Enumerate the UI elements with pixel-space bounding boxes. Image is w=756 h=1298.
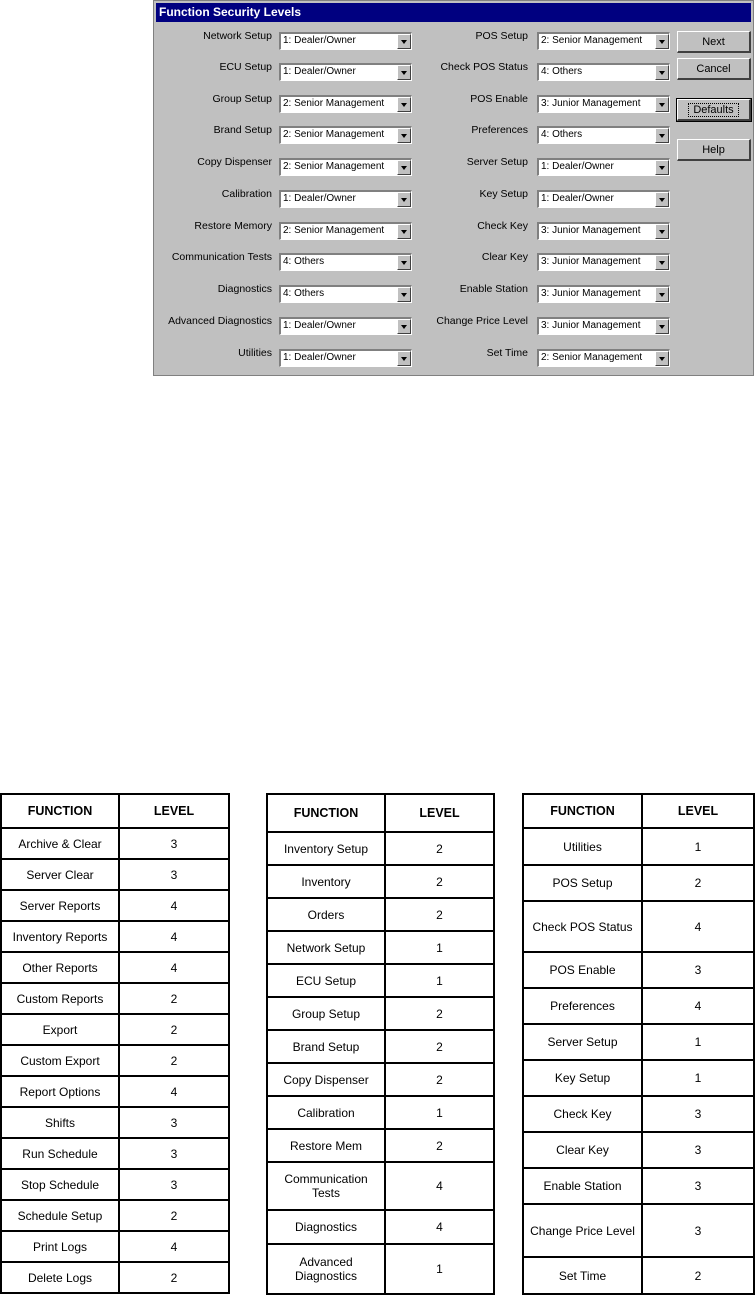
level-select[interactable]	[279, 158, 412, 176]
level-select[interactable]	[279, 349, 412, 367]
function-cell: Orders	[267, 898, 385, 931]
level-select-value: 4: Others	[283, 288, 325, 299]
level-cell: 3	[119, 1138, 229, 1169]
dropdown-arrow-icon[interactable]	[397, 192, 411, 207]
dropdown-arrow-icon[interactable]	[655, 97, 669, 112]
level-cell: 1	[642, 828, 754, 865]
level-cell: 3	[642, 1096, 754, 1132]
field-label: Diagnostics	[217, 283, 272, 295]
function-cell: Set Time	[523, 1257, 642, 1294]
function-cell: Preferences	[523, 988, 642, 1024]
level-cell: 1	[385, 1096, 494, 1129]
level-cell: 1	[385, 1244, 494, 1294]
table-row	[1, 1262, 229, 1293]
level-select-value: 3: Junior Management	[541, 256, 641, 267]
dropdown-arrow-icon[interactable]	[655, 224, 669, 239]
table-row	[523, 1132, 754, 1168]
level-cell: 2	[385, 898, 494, 931]
table-row	[523, 828, 754, 865]
table-row	[267, 1244, 494, 1294]
level-select[interactable]	[279, 32, 412, 50]
level-select[interactable]	[279, 190, 412, 208]
function-cell: Calibration	[267, 1096, 385, 1129]
function-cell: Brand Setup	[267, 1030, 385, 1063]
level-select-value: 1: Dealer/Owner	[541, 161, 614, 172]
level-cell: 2	[385, 865, 494, 898]
level-select[interactable]	[537, 126, 670, 144]
function-cell: Change Price Level	[523, 1204, 642, 1257]
function-cell: Copy Dispenser	[267, 1063, 385, 1096]
function-cell: ECU Setup	[267, 964, 385, 997]
dropdown-arrow-icon[interactable]	[397, 287, 411, 302]
table-row	[267, 1129, 494, 1162]
field-label: Group Setup	[212, 93, 272, 105]
table-row	[523, 1168, 754, 1204]
table-row	[1, 1231, 229, 1262]
field-label: Change Price Level	[436, 315, 528, 327]
table-header-row	[523, 794, 754, 828]
level-select[interactable]	[537, 63, 670, 81]
table-row	[267, 832, 494, 865]
dropdown-arrow-icon[interactable]	[397, 224, 411, 239]
level-cell: 2	[385, 997, 494, 1030]
function-cell: Print Logs	[1, 1231, 119, 1262]
function-cell: Utilities	[523, 828, 642, 865]
level-cell: 2	[385, 832, 494, 865]
field-label: Server Setup	[466, 156, 528, 168]
field-label: Copy Dispenser	[197, 156, 272, 168]
field-label: Clear Key	[481, 251, 528, 263]
level-cell: 2	[119, 983, 229, 1014]
level-cell: 2	[642, 1257, 754, 1294]
level-select[interactable]	[279, 126, 412, 144]
level-select-value: 2: Senior Management	[283, 161, 385, 172]
level-select-value: 2: Senior Management	[283, 225, 385, 236]
table-header-row	[267, 794, 494, 832]
function-cell: Diagnostics	[267, 1210, 385, 1244]
function-cell: Clear Key	[523, 1132, 642, 1168]
function-cell: Archive & Clear	[1, 828, 119, 859]
level-cell: 3	[119, 1107, 229, 1138]
level-cell: 4	[119, 1076, 229, 1107]
level-select[interactable]	[279, 317, 412, 335]
level-select-value: 1: Dealer/Owner	[283, 35, 356, 46]
level-select[interactable]	[537, 95, 670, 113]
dropdown-arrow-icon[interactable]	[397, 34, 411, 49]
function-cell: Server Clear	[1, 859, 119, 890]
level-cell: 2	[642, 865, 754, 901]
level-cell: 4	[385, 1210, 494, 1244]
level-select[interactable]	[279, 285, 412, 303]
table-row	[1, 890, 229, 921]
level-cell: 3	[642, 1132, 754, 1168]
function-cell: Enable Station	[523, 1168, 642, 1204]
function-cell: Server Setup	[523, 1024, 642, 1060]
function-cell: Run Schedule	[1, 1138, 119, 1169]
level-cell: 4	[119, 921, 229, 952]
function-cell: POS Setup	[523, 865, 642, 901]
level-select-value: 3: Junior Management	[541, 320, 641, 331]
function-header: FUNCTION	[523, 794, 642, 828]
level-cell: 4	[385, 1162, 494, 1210]
field-label: Set Time	[486, 347, 528, 359]
table-row	[1, 983, 229, 1014]
level-cell: 4	[642, 988, 754, 1024]
table-row	[523, 988, 754, 1024]
table-row	[523, 865, 754, 901]
table-row	[267, 1162, 494, 1210]
level-select-value: 1: Dealer/Owner	[283, 320, 356, 331]
level-select-value: 3: Junior Management	[541, 98, 641, 109]
table-row	[267, 865, 494, 898]
level-cell: 1	[385, 964, 494, 997]
dropdown-arrow-icon[interactable]	[397, 160, 411, 175]
table-row	[523, 1204, 754, 1257]
table-row	[267, 1210, 494, 1244]
function-cell: Inventory Reports	[1, 921, 119, 952]
table-row	[523, 901, 754, 952]
dropdown-arrow-icon[interactable]	[655, 351, 669, 366]
field-label: Calibration	[221, 188, 272, 200]
field-label: POS Enable	[470, 93, 528, 105]
level-cell: 4	[119, 1231, 229, 1262]
field-label: Advanced Diagnostics	[168, 315, 272, 327]
level-select[interactable]	[279, 253, 412, 271]
table-row	[1, 952, 229, 983]
level-cell: 4	[642, 901, 754, 952]
dropdown-arrow-icon[interactable]	[655, 160, 669, 175]
level-select[interactable]	[537, 317, 670, 335]
table-row	[267, 931, 494, 964]
function-cell: Group Setup	[267, 997, 385, 1030]
level-header: LEVEL	[119, 794, 229, 828]
dropdown-arrow-icon[interactable]	[655, 65, 669, 80]
dropdown-arrow-icon[interactable]	[397, 319, 411, 334]
function-cell: Shifts	[1, 1107, 119, 1138]
table-row	[1, 828, 229, 859]
level-cell: 1	[642, 1024, 754, 1060]
level-cell: 3	[119, 828, 229, 859]
defaults-button[interactable]	[677, 99, 751, 121]
dropdown-arrow-icon[interactable]	[397, 128, 411, 143]
function-cell: Other Reports	[1, 952, 119, 983]
level-select-value: 2: Senior Management	[283, 98, 385, 109]
table-row	[1, 1045, 229, 1076]
table-row	[1, 1014, 229, 1045]
field-label: Communication Tests	[171, 251, 272, 263]
function-cell: Report Options	[1, 1076, 119, 1107]
dialog-title: Function Security Levels	[156, 3, 751, 22]
dropdown-arrow-icon[interactable]	[655, 255, 669, 270]
function-cell: Advanced Diagnostics	[267, 1244, 385, 1294]
table-row	[1, 859, 229, 890]
level-table-1	[0, 793, 230, 1294]
field-label: Key Setup	[479, 188, 528, 200]
level-select[interactable]	[537, 253, 670, 271]
level-cell: 3	[642, 1204, 754, 1257]
table-row	[1, 1169, 229, 1200]
function-cell: Communication Tests	[267, 1162, 385, 1210]
function-cell: Custom Export	[1, 1045, 119, 1076]
field-label: Network Setup	[203, 30, 272, 42]
function-header: FUNCTION	[1, 794, 119, 828]
level-cell: 2	[385, 1030, 494, 1063]
dropdown-arrow-icon[interactable]	[655, 319, 669, 334]
function-cell: Schedule Setup	[1, 1200, 119, 1231]
table-row	[1, 1138, 229, 1169]
table-row	[267, 1030, 494, 1063]
level-cell: 1	[385, 931, 494, 964]
level-table-2	[266, 793, 495, 1295]
table-row	[1, 1200, 229, 1231]
function-cell: Delete Logs	[1, 1262, 119, 1293]
table-row	[267, 1063, 494, 1096]
function-cell: Check POS Status	[523, 901, 642, 952]
help-button[interactable]: Help	[677, 139, 751, 161]
level-select[interactable]	[279, 222, 412, 240]
table-row	[1, 1107, 229, 1138]
dropdown-arrow-icon[interactable]	[655, 128, 669, 143]
function-cell: Custom Reports	[1, 983, 119, 1014]
table-row	[523, 952, 754, 988]
level-select-value: 2: Senior Management	[541, 352, 643, 363]
function-cell: Inventory	[267, 865, 385, 898]
table-row	[523, 1257, 754, 1294]
level-select[interactable]	[537, 349, 670, 367]
dropdown-arrow-icon[interactable]	[397, 255, 411, 270]
level-select-value: 2: Senior Management	[283, 129, 385, 140]
dropdown-arrow-icon[interactable]	[655, 287, 669, 302]
table-row	[523, 1096, 754, 1132]
function-cell: Inventory Setup	[267, 832, 385, 865]
level-cell: 2	[119, 1045, 229, 1076]
table-row	[523, 1060, 754, 1096]
level-select-value: 4: Others	[283, 256, 325, 267]
level-select-value: 1: Dealer/Owner	[283, 193, 356, 204]
dropdown-arrow-icon[interactable]	[397, 97, 411, 112]
level-select-value: 4: Others	[541, 66, 583, 77]
field-label: Check Key	[477, 220, 528, 232]
level-select-value: 1: Dealer/Owner	[283, 66, 356, 77]
level-cell: 2	[119, 1014, 229, 1045]
level-cell: 4	[119, 952, 229, 983]
level-select[interactable]	[279, 63, 412, 81]
level-select[interactable]	[537, 222, 670, 240]
level-select[interactable]	[537, 285, 670, 303]
dropdown-arrow-icon[interactable]	[655, 34, 669, 49]
field-label: Brand Setup	[213, 124, 272, 136]
field-label: Utilities	[238, 347, 272, 359]
level-select-value: 1: Dealer/Owner	[283, 352, 356, 363]
field-label: Check POS Status	[440, 61, 528, 73]
level-select[interactable]	[279, 95, 412, 113]
table-row	[267, 1096, 494, 1129]
level-select-value: 1: Dealer/Owner	[541, 193, 614, 204]
level-header: LEVEL	[385, 794, 494, 832]
level-cell: 3	[642, 1168, 754, 1204]
field-label: POS Setup	[475, 30, 528, 42]
field-label: Restore Memory	[194, 220, 272, 232]
level-select[interactable]	[537, 190, 670, 208]
level-cell: 3	[119, 1169, 229, 1200]
level-cell: 2	[385, 1063, 494, 1096]
level-select[interactable]	[537, 32, 670, 50]
table-row	[267, 964, 494, 997]
function-cell: Stop Schedule	[1, 1169, 119, 1200]
cancel-button[interactable]: Cancel	[677, 58, 751, 80]
dropdown-arrow-icon[interactable]	[397, 351, 411, 366]
level-cell: 2	[385, 1129, 494, 1162]
level-cell: 2	[119, 1262, 229, 1293]
table-row	[1, 1076, 229, 1107]
field-label: ECU Setup	[219, 61, 272, 73]
defaults-button-label: Defaults	[689, 104, 737, 116]
level-table-3	[522, 793, 755, 1295]
level-select[interactable]	[537, 158, 670, 176]
function-header: FUNCTION	[267, 794, 385, 832]
function-cell: POS Enable	[523, 952, 642, 988]
table-row	[523, 1024, 754, 1060]
dropdown-arrow-icon[interactable]	[397, 65, 411, 80]
level-cell: 3	[119, 859, 229, 890]
table-row	[267, 898, 494, 931]
next-button[interactable]: Next	[677, 31, 751, 53]
level-cell: 3	[642, 952, 754, 988]
level-cell: 1	[642, 1060, 754, 1096]
function-cell: Key Setup	[523, 1060, 642, 1096]
level-header: LEVEL	[642, 794, 754, 828]
field-label: Enable Station	[459, 283, 528, 295]
table-header-row	[1, 794, 229, 828]
field-label: Preferences	[471, 124, 528, 136]
table-row	[267, 997, 494, 1030]
level-select-value: 2: Senior Management	[541, 35, 643, 46]
level-cell: 4	[119, 890, 229, 921]
function-cell: Restore Mem	[267, 1129, 385, 1162]
function-cell: Export	[1, 1014, 119, 1045]
level-select-value: 4: Others	[541, 129, 583, 140]
level-select-value: 3: Junior Management	[541, 288, 641, 299]
level-select-value: 3: Junior Management	[541, 225, 641, 236]
dropdown-arrow-icon[interactable]	[655, 192, 669, 207]
table-row	[1, 921, 229, 952]
function-security-dialog	[153, 0, 754, 376]
function-cell: Server Reports	[1, 890, 119, 921]
function-cell: Check Key	[523, 1096, 642, 1132]
function-cell: Network Setup	[267, 931, 385, 964]
level-cell: 2	[119, 1200, 229, 1231]
